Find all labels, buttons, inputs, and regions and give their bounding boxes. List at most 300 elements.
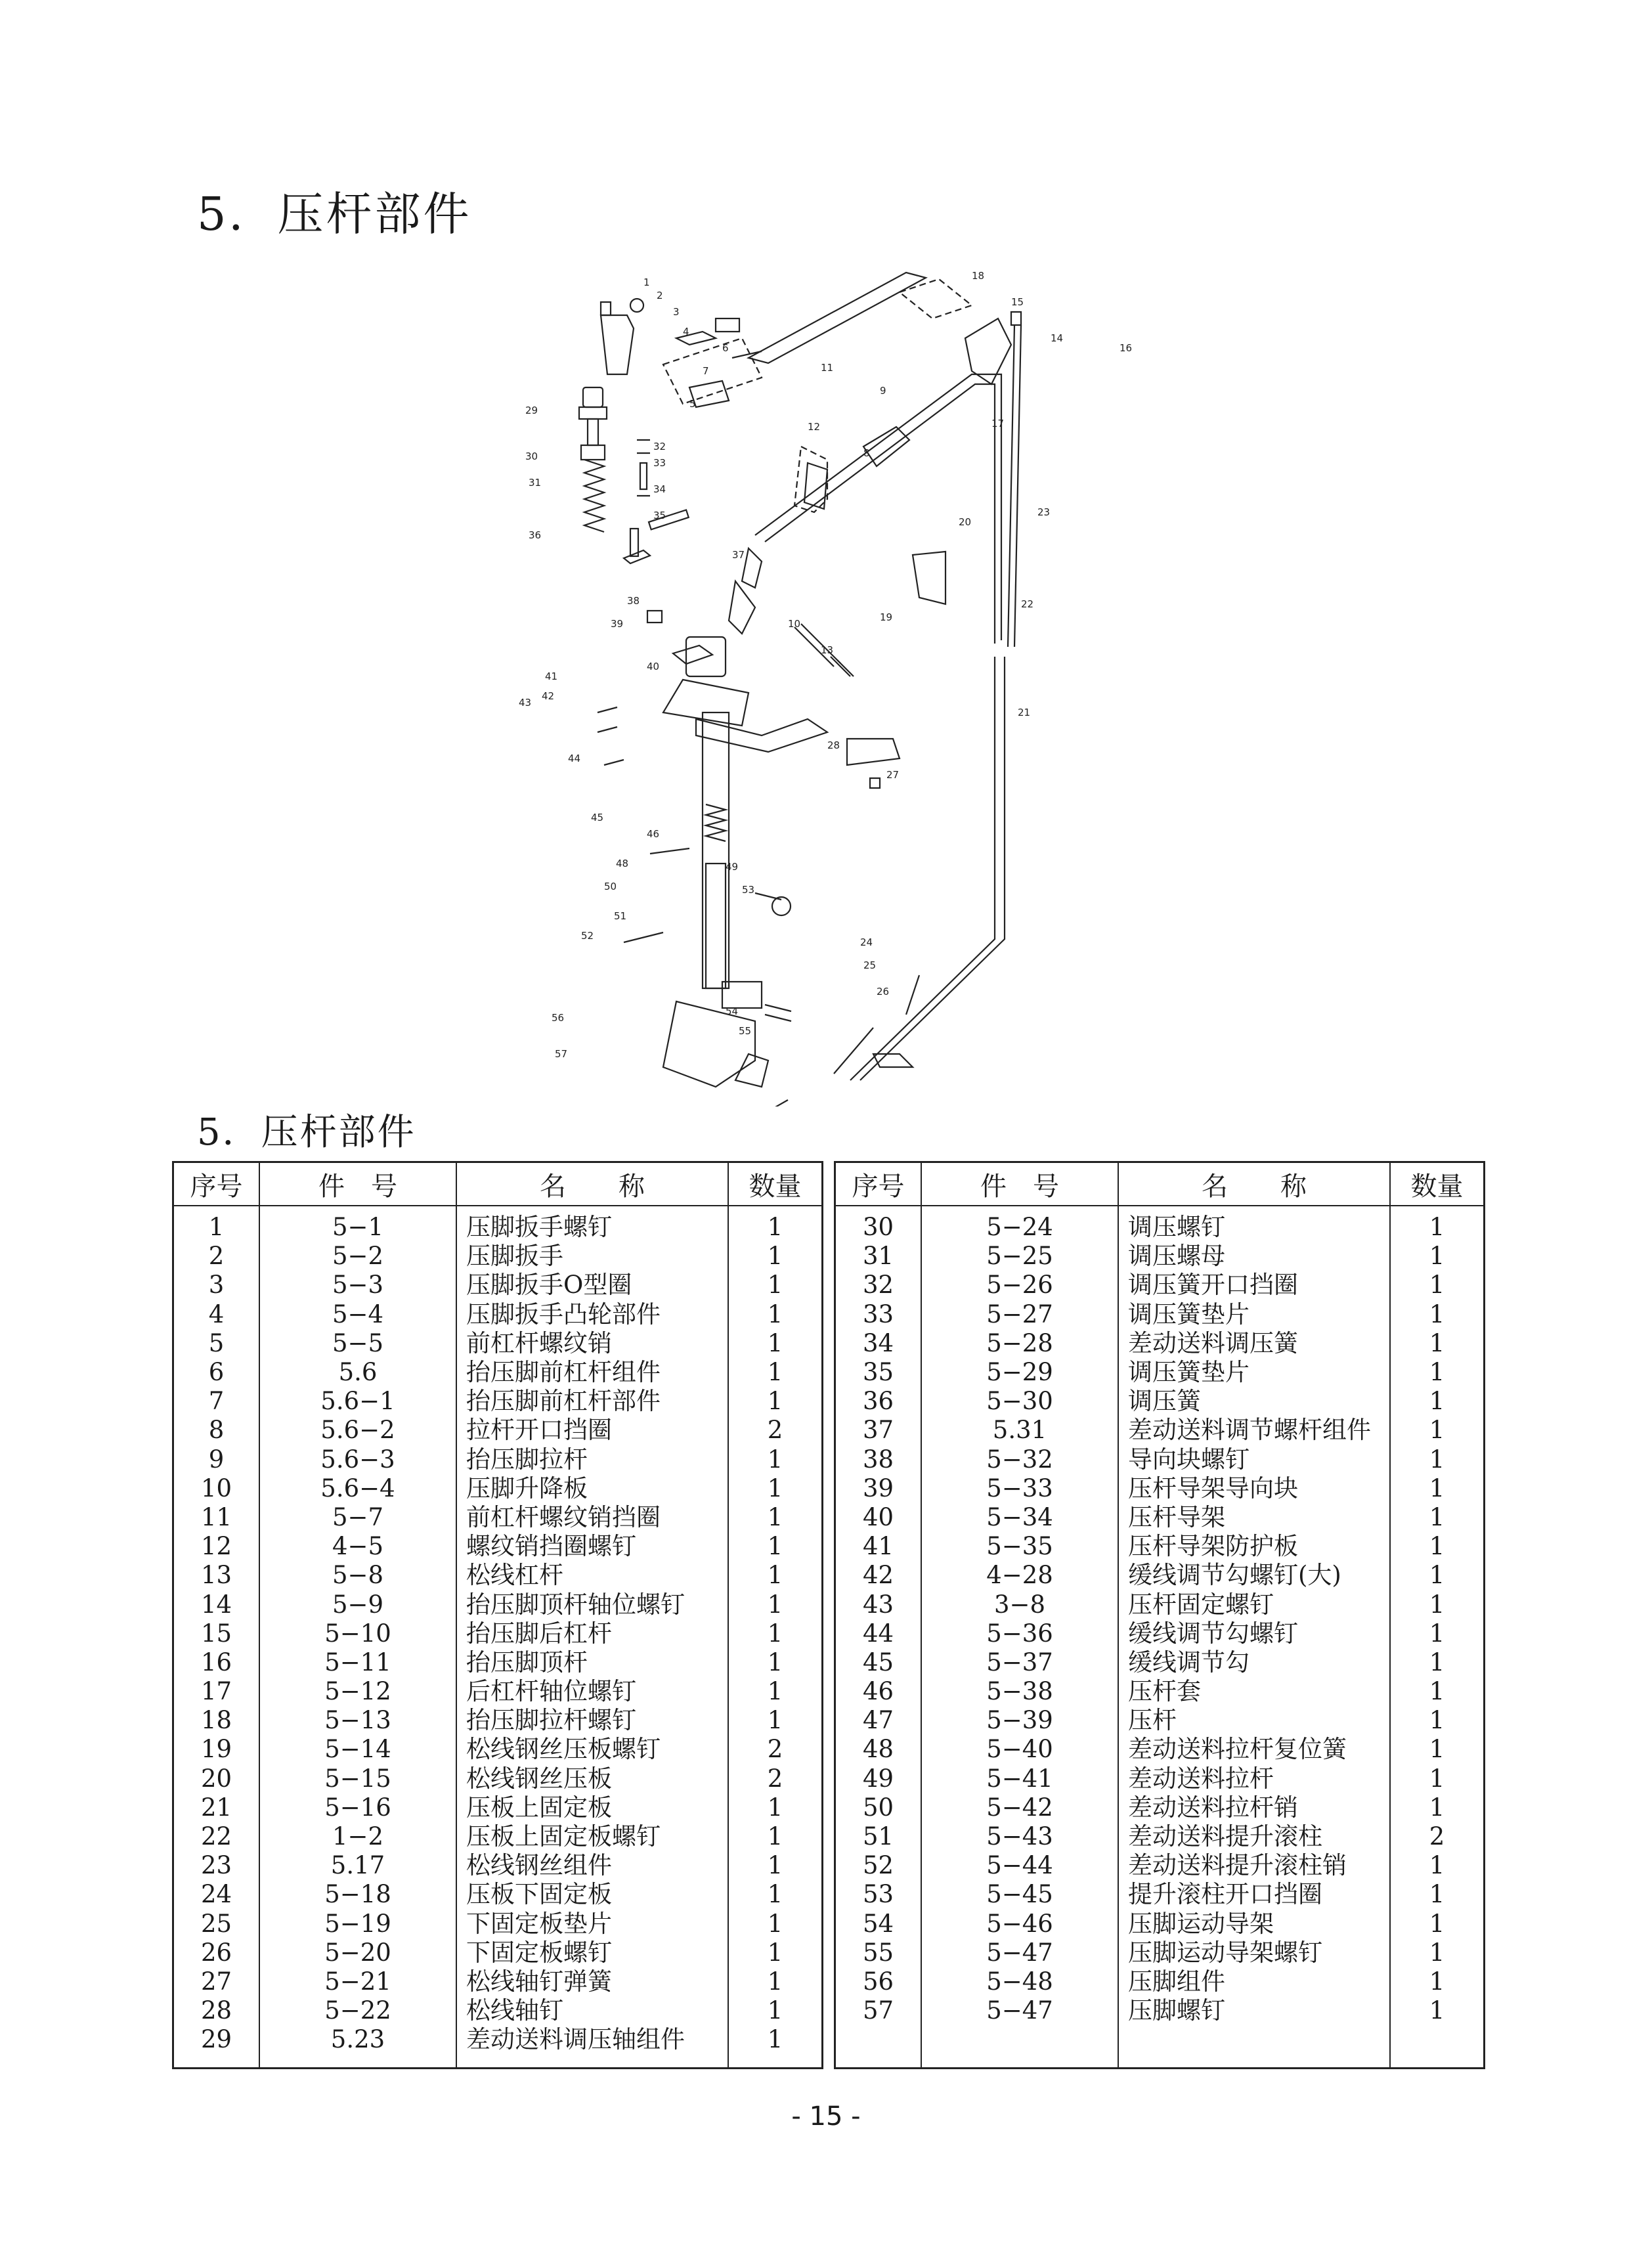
- row-index: 17: [174, 1677, 259, 1706]
- row-part-no: 5−46: [921, 1910, 1118, 1939]
- row-qty: 2: [767, 1416, 783, 1445]
- row-index: 14: [174, 1590, 259, 1619]
- row-part-no: 5−20: [259, 1939, 456, 1967]
- table-row: [836, 1561, 1483, 1590]
- row-part-no: 5−2: [259, 1242, 456, 1271]
- table-row: [836, 1648, 1483, 1677]
- table-row: [836, 1619, 1483, 1648]
- row-qty: 1: [1429, 1677, 1445, 1706]
- row-index: 23: [174, 1851, 259, 1880]
- label-6: 6: [722, 342, 729, 354]
- row-name: 前杠杆螺纹销: [456, 1329, 728, 1358]
- row-qty: 1: [767, 1590, 783, 1619]
- row-name: 压杆固定螺钉: [1118, 1590, 1390, 1619]
- label-32: 32: [653, 441, 666, 452]
- row-index: 43: [836, 1590, 921, 1619]
- row-part-no: 5−33: [921, 1474, 1118, 1503]
- part-shapes: [579, 273, 1021, 1107]
- row-qty: 1: [767, 1242, 783, 1271]
- row-index: 16: [174, 1648, 259, 1677]
- table-row: [174, 2025, 821, 2067]
- row-qty: 1: [767, 1880, 783, 1909]
- row-part-no: 5.6−1: [259, 1387, 456, 1416]
- row-part-no: 5−34: [921, 1503, 1118, 1532]
- row-qty: 1: [1429, 1793, 1445, 1822]
- row-index: 27: [174, 1967, 259, 1996]
- row-index: 10: [174, 1474, 259, 1503]
- row-index: 56: [836, 1967, 921, 1996]
- row-name: 调压簧垫片: [1118, 1358, 1390, 1387]
- header-name: 名 称: [456, 1163, 728, 1206]
- row-name: 差动送料拉杆销: [1118, 1793, 1390, 1822]
- row-qty: 1: [767, 1300, 783, 1328]
- row-qty: 1: [1429, 1909, 1445, 1938]
- row-index: 12: [174, 1532, 259, 1561]
- row-name: 松线钢丝压板: [456, 1764, 728, 1793]
- row-name: 螺纹销挡圈螺钉: [456, 1532, 728, 1561]
- label-37: 37: [732, 549, 745, 561]
- row-qty: 1: [767, 1358, 783, 1387]
- table-row: [836, 1967, 1483, 1996]
- label-55: 55: [739, 1025, 752, 1037]
- row-index: 6: [174, 1358, 259, 1387]
- label-45: 45: [591, 812, 604, 823]
- row-name: 拉杆开口挡圈: [456, 1416, 728, 1445]
- row-index: 32: [836, 1271, 921, 1300]
- row-index: 28: [174, 1996, 259, 2025]
- table-header-row: [174, 1163, 821, 1206]
- row-index: 29: [174, 2025, 259, 2067]
- label-25: 25: [863, 959, 877, 971]
- row-name: 前杠杆螺纹销挡圈: [456, 1503, 728, 1532]
- row-name: 压脚运动导架螺钉: [1118, 1939, 1390, 1967]
- row-qty: 1: [1429, 1996, 1445, 2025]
- table-row: [836, 1445, 1483, 1474]
- label-49: 49: [726, 861, 739, 873]
- row-name: 压板上固定板: [456, 1793, 728, 1822]
- empty-cell: [1118, 2025, 1390, 2067]
- label-21: 21: [1018, 707, 1031, 718]
- row-name: 压板上固定板螺钉: [456, 1822, 728, 1851]
- label-17: 17: [991, 418, 1005, 429]
- row-qty: 1: [767, 1909, 783, 1938]
- table-header-row: [836, 1163, 1483, 1206]
- page-title: 5．压杆部件: [197, 187, 472, 241]
- row-part-no: 5−36: [921, 1619, 1118, 1648]
- table-row: [174, 1474, 821, 1503]
- header-part-no: 件 号: [921, 1163, 1118, 1206]
- label-54: 54: [726, 1005, 739, 1017]
- table-row: [836, 1242, 1483, 1271]
- row-qty: 1: [767, 1271, 783, 1300]
- row-part-no: 5−19: [259, 1910, 456, 1939]
- label-50: 50: [604, 881, 617, 892]
- row-part-no: 5−40: [921, 1735, 1118, 1764]
- row-name: 差动送料调压簧: [1118, 1329, 1390, 1358]
- empty-cell: [1390, 2025, 1483, 2067]
- row-name: 压脚扳手螺钉: [456, 1206, 728, 1242]
- table-row: [174, 1996, 821, 2025]
- row-part-no: 5−27: [921, 1300, 1118, 1329]
- label-13: 13: [821, 644, 834, 656]
- label-30: 30: [525, 450, 538, 462]
- row-name: 松线钢丝组件: [456, 1851, 728, 1880]
- row-part-no: 5−47: [921, 1996, 1118, 2025]
- row-part-no: 3−8: [921, 1590, 1118, 1619]
- row-part-no: 5−13: [259, 1706, 456, 1735]
- header-index: 序号: [174, 1163, 259, 1206]
- row-part-no: 5−11: [259, 1648, 456, 1677]
- label-9: 9: [880, 385, 886, 397]
- row-part-no: 5.31: [921, 1416, 1118, 1445]
- row-index: 11: [174, 1503, 259, 1532]
- table-row: [836, 1206, 1483, 1242]
- table-row: [174, 1648, 821, 1677]
- label-51: 51: [614, 910, 627, 922]
- label-43: 43: [519, 697, 532, 709]
- row-name: 压脚扳手凸轮部件: [456, 1300, 728, 1329]
- row-name: 抬压脚拉杆螺钉: [456, 1706, 728, 1735]
- row-qty: 1: [767, 1967, 783, 1996]
- row-index: 39: [836, 1474, 921, 1503]
- row-part-no: 4−28: [921, 1561, 1118, 1590]
- label-34: 34: [653, 483, 666, 495]
- row-part-no: 5−12: [259, 1677, 456, 1706]
- row-qty: 1: [1429, 1474, 1445, 1502]
- label-41: 41: [545, 670, 558, 682]
- row-name: 压板下固定板: [456, 1880, 728, 1909]
- label-3: 3: [673, 306, 680, 318]
- row-index: 36: [836, 1387, 921, 1416]
- row-index: 5: [174, 1329, 259, 1358]
- row-qty: 1: [1429, 1213, 1445, 1242]
- table-body-left: [174, 1206, 821, 2067]
- table-row: [174, 1300, 821, 1329]
- row-name: 提升滚柱开口挡圈: [1118, 1880, 1390, 1909]
- row-name: 抬压脚前杠杆部件: [456, 1387, 728, 1416]
- row-name: 差动送料提升滚柱: [1118, 1822, 1390, 1851]
- row-index: 35: [836, 1358, 921, 1387]
- row-qty: 1: [767, 1677, 783, 1706]
- row-index: 50: [836, 1793, 921, 1822]
- row-name: 松线轴钉: [456, 1996, 728, 2025]
- row-part-no: 5−18: [259, 1880, 456, 1909]
- row-name: 调压螺母: [1118, 1242, 1390, 1271]
- label-31: 31: [529, 477, 542, 489]
- row-name: 压杆导架: [1118, 1503, 1390, 1532]
- row-name: 抬压脚前杠杆组件: [456, 1358, 728, 1387]
- row-name: 抬压脚拉杆: [456, 1445, 728, 1474]
- row-name: 压脚组件: [1118, 1967, 1390, 1996]
- row-part-no: 5−35: [921, 1532, 1118, 1561]
- row-index: 7: [174, 1387, 259, 1416]
- label-10: 10: [788, 618, 801, 630]
- label-40: 40: [647, 661, 660, 672]
- table-row: [836, 1416, 1483, 1445]
- row-part-no: 5−48: [921, 1967, 1118, 1996]
- row-name: 差动送料提升滚柱销: [1118, 1851, 1390, 1880]
- row-name: 压杆导架防护板: [1118, 1532, 1390, 1561]
- row-name: 松线轴钉弹簧: [456, 1967, 728, 1996]
- table-row: [174, 1939, 821, 1967]
- row-index: 21: [174, 1793, 259, 1822]
- row-index: 47: [836, 1706, 921, 1735]
- label-44: 44: [568, 753, 581, 764]
- row-part-no: 5−26: [921, 1271, 1118, 1300]
- row-part-no: 5−32: [921, 1445, 1118, 1474]
- row-qty: 1: [1429, 1764, 1445, 1793]
- table-title: 5．压杆部件: [197, 1111, 416, 1154]
- row-index: 15: [174, 1619, 259, 1648]
- parts-table-right: [834, 1161, 1485, 2069]
- row-index: 3: [174, 1271, 259, 1300]
- row-qty: 1: [1429, 1532, 1445, 1561]
- row-part-no: 5−3: [259, 1271, 456, 1300]
- row-part-no: 5−44: [921, 1851, 1118, 1880]
- row-index: 53: [836, 1880, 921, 1909]
- table-row: [174, 1271, 821, 1300]
- row-name: 缓线调节勾螺钉: [1118, 1619, 1390, 1648]
- label-24: 24: [860, 936, 873, 948]
- row-qty: 1: [1429, 1358, 1445, 1387]
- table-row: [174, 1242, 821, 1271]
- row-part-no: 5−10: [259, 1619, 456, 1648]
- table-body-right: [836, 1206, 1483, 2067]
- row-index: 9: [174, 1445, 259, 1474]
- row-index: 45: [836, 1648, 921, 1677]
- table-row: [836, 1910, 1483, 1939]
- table-row: [174, 1967, 821, 1996]
- table-row: [174, 1445, 821, 1474]
- row-index: 20: [174, 1764, 259, 1793]
- parts-table-left: [172, 1161, 823, 2069]
- label-33: 33: [653, 457, 666, 469]
- row-name: 压杆套: [1118, 1677, 1390, 1706]
- row-qty: 1: [1429, 1590, 1445, 1619]
- label-35: 35: [653, 510, 666, 521]
- row-part-no: 5−47: [921, 1939, 1118, 1967]
- label-39: 39: [611, 618, 624, 630]
- label-52: 52: [581, 930, 594, 942]
- row-qty: 1: [1429, 1648, 1445, 1676]
- row-name: 差动送料拉杆: [1118, 1764, 1390, 1793]
- row-name: 松线杠杆: [456, 1561, 728, 1590]
- exploded-parts-diagram: [506, 259, 1195, 1107]
- row-qty: 1: [767, 1822, 783, 1851]
- table-row: [836, 1300, 1483, 1329]
- row-part-no: 1−2: [259, 1822, 456, 1851]
- label-1: 1: [643, 276, 650, 288]
- row-index: 1: [174, 1206, 259, 1242]
- row-qty: 1: [767, 1445, 783, 1474]
- table-row: [174, 1619, 821, 1648]
- label-12: 12: [808, 421, 821, 433]
- row-index: 30: [836, 1206, 921, 1242]
- table-row: [836, 1677, 1483, 1706]
- row-part-no: 5.17: [259, 1851, 456, 1880]
- table-row: [174, 1822, 821, 1851]
- row-index: 52: [836, 1851, 921, 1880]
- table-row: [174, 1503, 821, 1532]
- header-index: 序号: [836, 1163, 921, 1206]
- label-5: 5: [689, 398, 696, 410]
- label-26: 26: [877, 986, 890, 997]
- table-row: [174, 1706, 821, 1735]
- row-index: 44: [836, 1619, 921, 1648]
- row-qty: 1: [767, 1648, 783, 1676]
- table-row: [174, 1590, 821, 1619]
- header-part-no: 件 号: [259, 1163, 456, 1206]
- row-qty: 1: [767, 1474, 783, 1502]
- table-row: [836, 1474, 1483, 1503]
- table-row: [174, 1532, 821, 1561]
- row-part-no: 5−41: [921, 1764, 1118, 1793]
- table-row: [836, 1358, 1483, 1387]
- table-row: [836, 1532, 1483, 1561]
- row-index: 38: [836, 1445, 921, 1474]
- row-name: 下固定板螺钉: [456, 1939, 728, 1967]
- row-part-no: 5−45: [921, 1880, 1118, 1909]
- row-qty: 1: [767, 1619, 783, 1648]
- row-part-no: 5.6−4: [259, 1474, 456, 1503]
- row-part-no: 5.23: [259, 2025, 456, 2067]
- label-46: 46: [647, 828, 660, 840]
- row-qty: 1: [1429, 1271, 1445, 1300]
- row-qty: 1: [767, 1851, 783, 1880]
- row-index: 55: [836, 1939, 921, 1967]
- row-part-no: 5−42: [921, 1793, 1118, 1822]
- table-row: [836, 1996, 1483, 2025]
- row-index: 40: [836, 1503, 921, 1532]
- label-11: 11: [821, 362, 834, 374]
- table-row: [174, 1329, 821, 1358]
- row-qty: 1: [1429, 1445, 1445, 1474]
- label-2: 2: [657, 290, 663, 301]
- row-name: 差动送料拉杆复位簧: [1118, 1735, 1390, 1764]
- row-name: 压脚升降板: [456, 1474, 728, 1503]
- row-qty: 1: [1429, 1735, 1445, 1764]
- row-index: 8: [174, 1416, 259, 1445]
- row-index: 26: [174, 1939, 259, 1967]
- row-qty: 1: [767, 1561, 783, 1590]
- row-name: 调压螺钉: [1118, 1206, 1390, 1242]
- row-qty: 1: [767, 1938, 783, 1967]
- row-qty: 1: [767, 1532, 783, 1561]
- row-part-no: 5−39: [921, 1706, 1118, 1735]
- row-name: 压杆: [1118, 1706, 1390, 1735]
- row-name: 压脚运动导架: [1118, 1910, 1390, 1939]
- row-qty: 2: [767, 1735, 783, 1764]
- row-qty: 1: [1429, 1851, 1445, 1880]
- row-part-no: 5−38: [921, 1677, 1118, 1706]
- row-name: 后杠杆轴位螺钉: [456, 1677, 728, 1706]
- label-22: 22: [1021, 598, 1034, 610]
- row-name: 调压簧开口挡圈: [1118, 1271, 1390, 1300]
- row-name: 压杆导架导向块: [1118, 1474, 1390, 1503]
- table-row: [836, 1880, 1483, 1909]
- label-7: 7: [703, 365, 709, 377]
- row-index: 24: [174, 1880, 259, 1909]
- row-name: 压脚扳手: [456, 1242, 728, 1271]
- row-part-no: 5−4: [259, 1300, 456, 1329]
- label-20: 20: [959, 516, 972, 528]
- row-part-no: 5−43: [921, 1822, 1118, 1851]
- row-index: 13: [174, 1561, 259, 1590]
- row-qty: 2: [1429, 1822, 1445, 1851]
- row-qty: 1: [767, 1706, 783, 1735]
- row-part-no: 5−37: [921, 1648, 1118, 1677]
- table-row: [174, 1851, 821, 1880]
- label-56: 56: [552, 1012, 565, 1024]
- row-part-no: 5−8: [259, 1561, 456, 1590]
- table-row: [836, 1764, 1483, 1793]
- row-part-no: 5−1: [259, 1206, 456, 1242]
- row-qty: 1: [767, 1328, 783, 1357]
- label-4: 4: [683, 326, 689, 338]
- table-row: [836, 1793, 1483, 1822]
- row-index: 51: [836, 1822, 921, 1851]
- row-qty: 1: [1429, 1967, 1445, 1996]
- row-index: 37: [836, 1416, 921, 1445]
- table-row-empty: [836, 2025, 1483, 2067]
- row-qty: 2: [767, 1764, 783, 1793]
- table-row: [836, 1939, 1483, 1967]
- table-row: [174, 1910, 821, 1939]
- label-14: 14: [1051, 332, 1064, 344]
- label-57: 57: [555, 1048, 568, 1060]
- row-qty: 1: [767, 1213, 783, 1242]
- row-part-no: 5−30: [921, 1387, 1118, 1416]
- row-part-no: 5−25: [921, 1242, 1118, 1271]
- row-qty: 1: [767, 1996, 783, 2025]
- table-row: [174, 1416, 821, 1445]
- row-part-no: 5.6−2: [259, 1416, 456, 1445]
- row-part-no: 5−29: [921, 1358, 1118, 1387]
- row-part-no: 5.6: [259, 1358, 456, 1387]
- row-index: 34: [836, 1329, 921, 1358]
- row-qty: 1: [1429, 1561, 1445, 1590]
- row-part-no: 5−21: [259, 1967, 456, 1996]
- row-index: 2: [174, 1242, 259, 1271]
- table-row: [836, 1503, 1483, 1532]
- row-qty: 1: [1429, 1938, 1445, 1967]
- label-53: 53: [742, 884, 755, 896]
- empty-cell: [836, 2025, 921, 2067]
- row-index: 49: [836, 1764, 921, 1793]
- table-row: [174, 1206, 821, 1242]
- row-part-no: 5−22: [259, 1996, 456, 2025]
- label-16: 16: [1119, 342, 1133, 354]
- row-qty: 1: [1429, 1619, 1445, 1648]
- row-qty: 1: [1429, 1300, 1445, 1328]
- row-index: 18: [174, 1706, 259, 1735]
- row-part-no: 5−28: [921, 1329, 1118, 1358]
- table-row: [836, 1822, 1483, 1851]
- row-qty: 1: [1429, 1328, 1445, 1357]
- label-19: 19: [880, 611, 893, 623]
- row-name: 调压簧垫片: [1118, 1300, 1390, 1329]
- row-name: 抬压脚后杠杆: [456, 1619, 728, 1648]
- row-index: 46: [836, 1677, 921, 1706]
- row-name: 松线钢丝压板螺钉: [456, 1735, 728, 1764]
- row-name: 调压簧: [1118, 1387, 1390, 1416]
- row-index: 41: [836, 1532, 921, 1561]
- row-name: 下固定板垫片: [456, 1910, 728, 1939]
- row-qty: 1: [767, 1502, 783, 1531]
- label-36: 36: [529, 529, 542, 541]
- table-row: [836, 1706, 1483, 1735]
- row-part-no: 5−24: [921, 1206, 1118, 1242]
